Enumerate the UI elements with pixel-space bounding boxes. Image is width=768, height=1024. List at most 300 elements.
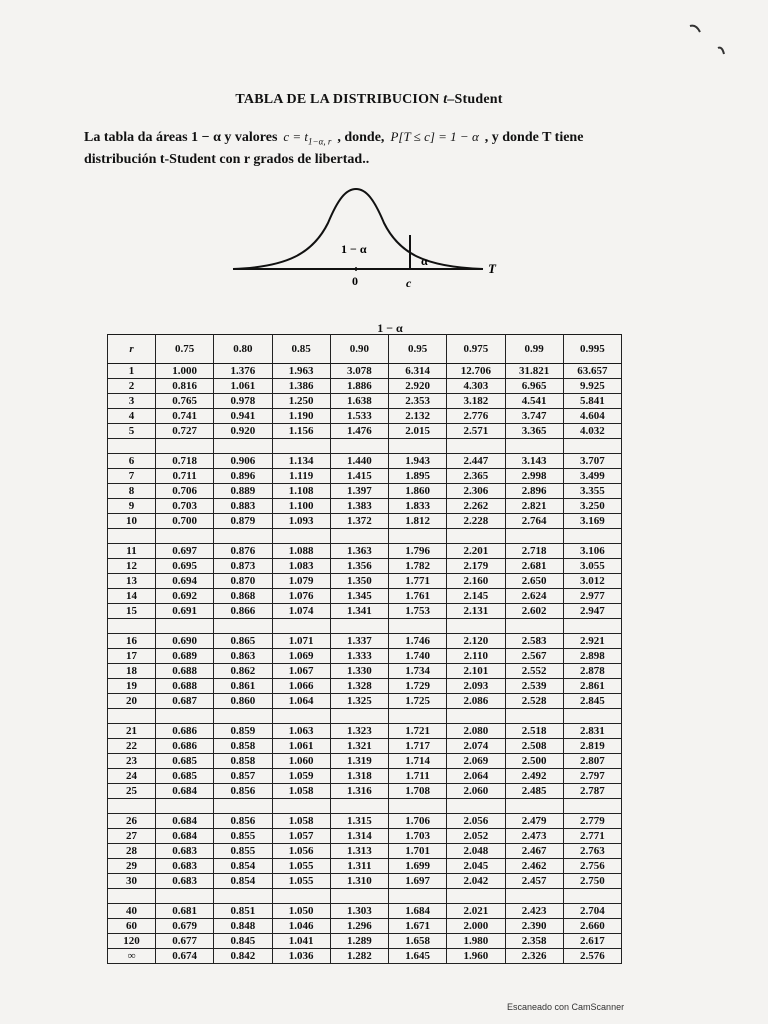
value-cell: 1.079 xyxy=(272,574,330,589)
value-cell: 1.671 xyxy=(389,919,447,934)
header-col: 0.995 xyxy=(563,335,621,364)
spacer-cell xyxy=(389,619,447,634)
value-cell: 3.055 xyxy=(563,559,621,574)
title-suffix: –Student xyxy=(447,92,503,107)
value-cell: 1.415 xyxy=(330,469,388,484)
value-cell: 2.704 xyxy=(563,904,621,919)
df-cell: 12 xyxy=(108,559,156,574)
value-cell: 0.691 xyxy=(156,604,214,619)
value-cell: 0.941 xyxy=(214,409,272,424)
value-cell: 1.761 xyxy=(389,589,447,604)
value-cell: 2.160 xyxy=(447,574,505,589)
value-cell: 1.066 xyxy=(272,679,330,694)
table-row xyxy=(108,484,622,499)
value-cell: 0.865 xyxy=(214,634,272,649)
spacer-cell xyxy=(214,529,272,544)
formula-p: P[T ≤ c] = 1 − α xyxy=(390,129,479,144)
spacer-cell xyxy=(563,799,621,814)
value-cell: 1.356 xyxy=(330,559,388,574)
value-cell: 0.677 xyxy=(156,934,214,949)
value-cell: 2.069 xyxy=(447,754,505,769)
value-cell: 0.851 xyxy=(214,904,272,919)
spacer-cell xyxy=(108,889,156,904)
spacer-cell xyxy=(108,709,156,724)
value-cell: 2.776 xyxy=(447,409,505,424)
value-cell: 1.296 xyxy=(330,919,388,934)
spacer-cell xyxy=(108,529,156,544)
value-cell: 2.861 xyxy=(563,679,621,694)
title-main: TABLA DE LA DISTRIBUCION xyxy=(235,92,440,107)
value-cell: 2.353 xyxy=(389,394,447,409)
value-cell: 0.858 xyxy=(214,754,272,769)
value-cell: 1.067 xyxy=(272,664,330,679)
value-cell: 6.314 xyxy=(389,364,447,379)
group-spacer-row xyxy=(108,799,622,814)
t-distribution-diagram xyxy=(228,183,508,293)
value-cell: 2.998 xyxy=(505,469,563,484)
value-cell: 1.376 xyxy=(214,364,272,379)
value-cell: 1.318 xyxy=(330,769,388,784)
value-cell: 1.383 xyxy=(330,499,388,514)
df-cell: 16 xyxy=(108,634,156,649)
value-cell: 1.100 xyxy=(272,499,330,514)
value-cell: 1.311 xyxy=(330,859,388,874)
value-cell: 1.717 xyxy=(389,739,447,754)
value-cell: 3.365 xyxy=(505,424,563,439)
value-cell: 1.057 xyxy=(272,829,330,844)
value-cell: 2.093 xyxy=(447,679,505,694)
value-cell: 2.896 xyxy=(505,484,563,499)
value-cell: 1.313 xyxy=(330,844,388,859)
spacer-cell xyxy=(389,799,447,814)
value-cell: 1.476 xyxy=(330,424,388,439)
spacer-cell xyxy=(563,619,621,634)
spacer-cell xyxy=(330,439,388,454)
value-cell: 0.816 xyxy=(156,379,214,394)
value-cell: 2.000 xyxy=(447,919,505,934)
header-col: 0.95 xyxy=(389,335,447,364)
df-cell: 20 xyxy=(108,694,156,709)
value-cell: 2.390 xyxy=(505,919,563,934)
header-col: 0.99 xyxy=(505,335,563,364)
value-cell: 2.423 xyxy=(505,904,563,919)
value-cell: 2.074 xyxy=(447,739,505,754)
value-cell: 1.714 xyxy=(389,754,447,769)
value-cell: 3.078 xyxy=(330,364,388,379)
spacer-cell xyxy=(108,439,156,454)
value-cell: 2.131 xyxy=(447,604,505,619)
value-cell: 0.879 xyxy=(214,514,272,529)
value-cell: 2.764 xyxy=(505,514,563,529)
formula-c: $c = t_{1-\alpha, r}$ xyxy=(283,129,332,147)
table-row xyxy=(108,694,622,709)
spacer-cell xyxy=(108,619,156,634)
value-cell: 1.363 xyxy=(330,544,388,559)
header-col: 0.85 xyxy=(272,335,330,364)
value-cell: 2.624 xyxy=(505,589,563,604)
table-row xyxy=(108,934,622,949)
value-cell: 0.685 xyxy=(156,754,214,769)
value-cell: 0.686 xyxy=(156,724,214,739)
value-cell: 0.883 xyxy=(214,499,272,514)
value-cell: 1.289 xyxy=(330,934,388,949)
df-cell: 18 xyxy=(108,664,156,679)
value-cell: 1.771 xyxy=(389,574,447,589)
value-cell: 1.315 xyxy=(330,814,388,829)
value-cell: 1.303 xyxy=(330,904,388,919)
spacer-cell xyxy=(214,709,272,724)
value-cell: 2.064 xyxy=(447,769,505,784)
value-cell: 1.314 xyxy=(330,829,388,844)
value-cell: 1.895 xyxy=(389,469,447,484)
value-cell: 2.763 xyxy=(563,844,621,859)
value-cell: 0.688 xyxy=(156,664,214,679)
df-cell: 28 xyxy=(108,844,156,859)
tail-label: α xyxy=(421,254,428,268)
value-cell: 1.250 xyxy=(272,394,330,409)
value-cell: 1.697 xyxy=(389,874,447,889)
value-cell: 0.978 xyxy=(214,394,272,409)
spacer-cell xyxy=(447,529,505,544)
intro-text-a: La tabla da áreas 1 − α y valores xyxy=(84,130,278,145)
value-cell: 1.074 xyxy=(272,604,330,619)
page-title xyxy=(0,92,738,108)
value-cell: 0.741 xyxy=(156,409,214,424)
value-cell: 2.947 xyxy=(563,604,621,619)
table-row xyxy=(108,859,622,874)
group-spacer-row xyxy=(108,889,622,904)
header-col: 0.75 xyxy=(156,335,214,364)
df-cell: 2 xyxy=(108,379,156,394)
value-cell: 1.046 xyxy=(272,919,330,934)
value-cell: 2.145 xyxy=(447,589,505,604)
table-row xyxy=(108,814,622,829)
value-cell: 1.350 xyxy=(330,574,388,589)
value-cell: 2.358 xyxy=(505,934,563,949)
value-cell: 0.866 xyxy=(214,604,272,619)
table-row xyxy=(108,664,622,679)
value-cell: 2.447 xyxy=(447,454,505,469)
value-cell: 1.701 xyxy=(389,844,447,859)
value-cell: 0.684 xyxy=(156,784,214,799)
value-cell: 3.747 xyxy=(505,409,563,424)
value-cell: 0.727 xyxy=(156,424,214,439)
spacer-cell xyxy=(214,799,272,814)
df-cell: 13 xyxy=(108,574,156,589)
value-cell: 2.485 xyxy=(505,784,563,799)
df-cell: 40 xyxy=(108,904,156,919)
value-cell: 0.876 xyxy=(214,544,272,559)
value-cell: 1.069 xyxy=(272,649,330,664)
value-cell: 0.688 xyxy=(156,679,214,694)
value-cell: 0.845 xyxy=(214,934,272,949)
spacer-cell xyxy=(330,529,388,544)
value-cell: 1.071 xyxy=(272,634,330,649)
value-cell: 2.807 xyxy=(563,754,621,769)
value-cell: 1.119 xyxy=(272,469,330,484)
df-cell: ∞ xyxy=(108,949,156,964)
value-cell: 1.036 xyxy=(272,949,330,964)
spacer-cell xyxy=(272,709,330,724)
value-cell: 0.856 xyxy=(214,784,272,799)
value-cell: 0.906 xyxy=(214,454,272,469)
table-row xyxy=(108,904,622,919)
value-cell: 2.060 xyxy=(447,784,505,799)
spacer-cell xyxy=(389,439,447,454)
table-row xyxy=(108,499,622,514)
value-cell: 2.201 xyxy=(447,544,505,559)
value-cell: 2.779 xyxy=(563,814,621,829)
value-cell: 0.683 xyxy=(156,859,214,874)
value-cell: 2.750 xyxy=(563,874,621,889)
value-cell: 3.012 xyxy=(563,574,621,589)
value-cell: 0.687 xyxy=(156,694,214,709)
value-cell: 2.042 xyxy=(447,874,505,889)
intro-text-b: , donde, xyxy=(337,130,385,145)
value-cell: 5.841 xyxy=(563,394,621,409)
df-cell: 1 xyxy=(108,364,156,379)
value-cell: 0.683 xyxy=(156,844,214,859)
intro-line-1 xyxy=(84,128,659,151)
spacer-cell xyxy=(505,799,563,814)
value-cell: 1.316 xyxy=(330,784,388,799)
table-row xyxy=(108,649,622,664)
value-cell: 1.059 xyxy=(272,769,330,784)
value-cell: 2.365 xyxy=(447,469,505,484)
table-row xyxy=(108,754,622,769)
table-row xyxy=(108,514,622,529)
value-cell: 0.859 xyxy=(214,724,272,739)
df-cell: 11 xyxy=(108,544,156,559)
value-cell: 2.920 xyxy=(389,379,447,394)
value-cell: 0.896 xyxy=(214,469,272,484)
value-cell: 1.282 xyxy=(330,949,388,964)
value-cell: 0.692 xyxy=(156,589,214,604)
value-cell: 2.552 xyxy=(505,664,563,679)
area-label: 1 − α xyxy=(341,242,367,256)
value-cell: 1.746 xyxy=(389,634,447,649)
value-cell: 1.323 xyxy=(330,724,388,739)
value-cell: 9.925 xyxy=(563,379,621,394)
value-cell: 2.571 xyxy=(447,424,505,439)
value-cell: 2.306 xyxy=(447,484,505,499)
value-cell: 2.921 xyxy=(563,634,621,649)
value-cell: 1.740 xyxy=(389,649,447,664)
spacer-cell xyxy=(563,529,621,544)
value-cell: 1.753 xyxy=(389,604,447,619)
spacer-cell xyxy=(389,889,447,904)
group-spacer-row xyxy=(108,709,622,724)
value-cell: 0.684 xyxy=(156,814,214,829)
value-cell: 2.718 xyxy=(505,544,563,559)
spacer-cell xyxy=(330,799,388,814)
value-cell: 1.729 xyxy=(389,679,447,694)
value-cell: 0.686 xyxy=(156,739,214,754)
value-cell: 2.132 xyxy=(389,409,447,424)
value-cell: 1.796 xyxy=(389,544,447,559)
spacer-cell xyxy=(505,439,563,454)
value-cell: 1.706 xyxy=(389,814,447,829)
df-cell: 5 xyxy=(108,424,156,439)
value-cell: 4.604 xyxy=(563,409,621,424)
value-cell: 1.963 xyxy=(272,364,330,379)
df-cell: 15 xyxy=(108,604,156,619)
df-cell: 14 xyxy=(108,589,156,604)
value-cell: 1.061 xyxy=(272,739,330,754)
spacer-cell xyxy=(272,529,330,544)
value-cell: 0.706 xyxy=(156,484,214,499)
spacer-cell xyxy=(563,889,621,904)
df-cell: 3 xyxy=(108,394,156,409)
value-cell: 4.541 xyxy=(505,394,563,409)
value-cell: 0.889 xyxy=(214,484,272,499)
spacer-cell xyxy=(563,709,621,724)
value-cell: 0.862 xyxy=(214,664,272,679)
value-cell: 0.842 xyxy=(214,949,272,964)
spacer-cell xyxy=(563,439,621,454)
value-cell: 2.056 xyxy=(447,814,505,829)
table-row xyxy=(108,574,622,589)
value-cell: 2.479 xyxy=(505,814,563,829)
t-table-container xyxy=(107,334,622,964)
value-cell: 2.831 xyxy=(563,724,621,739)
spacer-cell xyxy=(447,889,505,904)
spacer-cell xyxy=(272,799,330,814)
value-cell: 1.050 xyxy=(272,904,330,919)
spacer-cell xyxy=(272,439,330,454)
value-cell: 1.711 xyxy=(389,769,447,784)
value-cell: 1.812 xyxy=(389,514,447,529)
value-cell: 12.706 xyxy=(447,364,505,379)
value-cell: 2.821 xyxy=(505,499,563,514)
value-cell: 1.056 xyxy=(272,844,330,859)
value-cell: 2.015 xyxy=(389,424,447,439)
value-cell: 2.110 xyxy=(447,649,505,664)
value-cell: 2.508 xyxy=(505,739,563,754)
value-cell: 3.106 xyxy=(563,544,621,559)
value-cell: 1.638 xyxy=(330,394,388,409)
value-cell: 2.898 xyxy=(563,649,621,664)
value-cell: 1.860 xyxy=(389,484,447,499)
density-curve xyxy=(233,189,483,269)
value-cell: 1.060 xyxy=(272,754,330,769)
value-cell: 0.868 xyxy=(214,589,272,604)
value-cell: 1.321 xyxy=(330,739,388,754)
group-spacer-row xyxy=(108,529,622,544)
value-cell: 0.858 xyxy=(214,739,272,754)
value-cell: 1.886 xyxy=(330,379,388,394)
spacer-cell xyxy=(447,799,505,814)
value-cell: 0.855 xyxy=(214,829,272,844)
value-cell: 2.819 xyxy=(563,739,621,754)
value-cell: 1.064 xyxy=(272,694,330,709)
value-cell: 2.787 xyxy=(563,784,621,799)
spacer-cell xyxy=(447,709,505,724)
value-cell: 2.120 xyxy=(447,634,505,649)
value-cell: 2.262 xyxy=(447,499,505,514)
table-row xyxy=(108,454,622,469)
value-cell: 0.765 xyxy=(156,394,214,409)
value-cell: 2.492 xyxy=(505,769,563,784)
value-cell: 0.863 xyxy=(214,649,272,664)
value-cell: 2.602 xyxy=(505,604,563,619)
value-cell: 0.674 xyxy=(156,949,214,964)
value-cell: 1.083 xyxy=(272,559,330,574)
table-row xyxy=(108,469,622,484)
spacer-cell xyxy=(330,709,388,724)
value-cell: 1.319 xyxy=(330,754,388,769)
value-cell: 1.699 xyxy=(389,859,447,874)
table-row xyxy=(108,364,622,379)
value-cell: 0.711 xyxy=(156,469,214,484)
t-distribution-table xyxy=(107,334,622,964)
spacer-cell xyxy=(214,619,272,634)
table-row xyxy=(108,919,622,934)
value-cell: 0.695 xyxy=(156,559,214,574)
value-cell: 1.341 xyxy=(330,604,388,619)
table-row xyxy=(108,634,622,649)
df-cell: 17 xyxy=(108,649,156,664)
spacer-cell xyxy=(330,619,388,634)
value-cell: 63.657 xyxy=(563,364,621,379)
table-row xyxy=(108,379,622,394)
value-cell: 1.058 xyxy=(272,784,330,799)
value-cell: 1.658 xyxy=(389,934,447,949)
table-row xyxy=(108,544,622,559)
table-row xyxy=(108,424,622,439)
table-row xyxy=(108,394,622,409)
spacer-cell xyxy=(505,619,563,634)
value-cell: 2.567 xyxy=(505,649,563,664)
value-cell: 1.960 xyxy=(447,949,505,964)
value-cell: 0.848 xyxy=(214,919,272,934)
value-cell: 1.088 xyxy=(272,544,330,559)
value-cell: 2.021 xyxy=(447,904,505,919)
value-cell: 0.690 xyxy=(156,634,214,649)
header-col: 0.80 xyxy=(214,335,272,364)
df-cell: 6 xyxy=(108,454,156,469)
df-cell: 23 xyxy=(108,754,156,769)
spacer-cell xyxy=(156,619,214,634)
value-cell: 1.386 xyxy=(272,379,330,394)
value-cell: 1.943 xyxy=(389,454,447,469)
axis-t-label: T xyxy=(488,261,496,276)
table-row xyxy=(108,559,622,574)
value-cell: 1.156 xyxy=(272,424,330,439)
title-italic: t xyxy=(443,92,448,107)
value-cell: 0.855 xyxy=(214,844,272,859)
value-cell: 1.055 xyxy=(272,859,330,874)
value-cell: 0.697 xyxy=(156,544,214,559)
value-cell: 0.920 xyxy=(214,424,272,439)
value-cell: 0.854 xyxy=(214,859,272,874)
spacer-cell xyxy=(214,439,272,454)
df-cell: 24 xyxy=(108,769,156,784)
value-cell: 1.108 xyxy=(272,484,330,499)
table-row xyxy=(108,604,622,619)
df-cell: 60 xyxy=(108,919,156,934)
value-cell: 0.856 xyxy=(214,814,272,829)
value-cell: 2.080 xyxy=(447,724,505,739)
value-cell: 2.518 xyxy=(505,724,563,739)
value-cell: 0.700 xyxy=(156,514,214,529)
value-cell: 2.681 xyxy=(505,559,563,574)
df-cell: 21 xyxy=(108,724,156,739)
value-cell: 1.063 xyxy=(272,724,330,739)
value-cell: 1.000 xyxy=(156,364,214,379)
value-cell: 2.326 xyxy=(505,949,563,964)
df-cell: 9 xyxy=(108,499,156,514)
